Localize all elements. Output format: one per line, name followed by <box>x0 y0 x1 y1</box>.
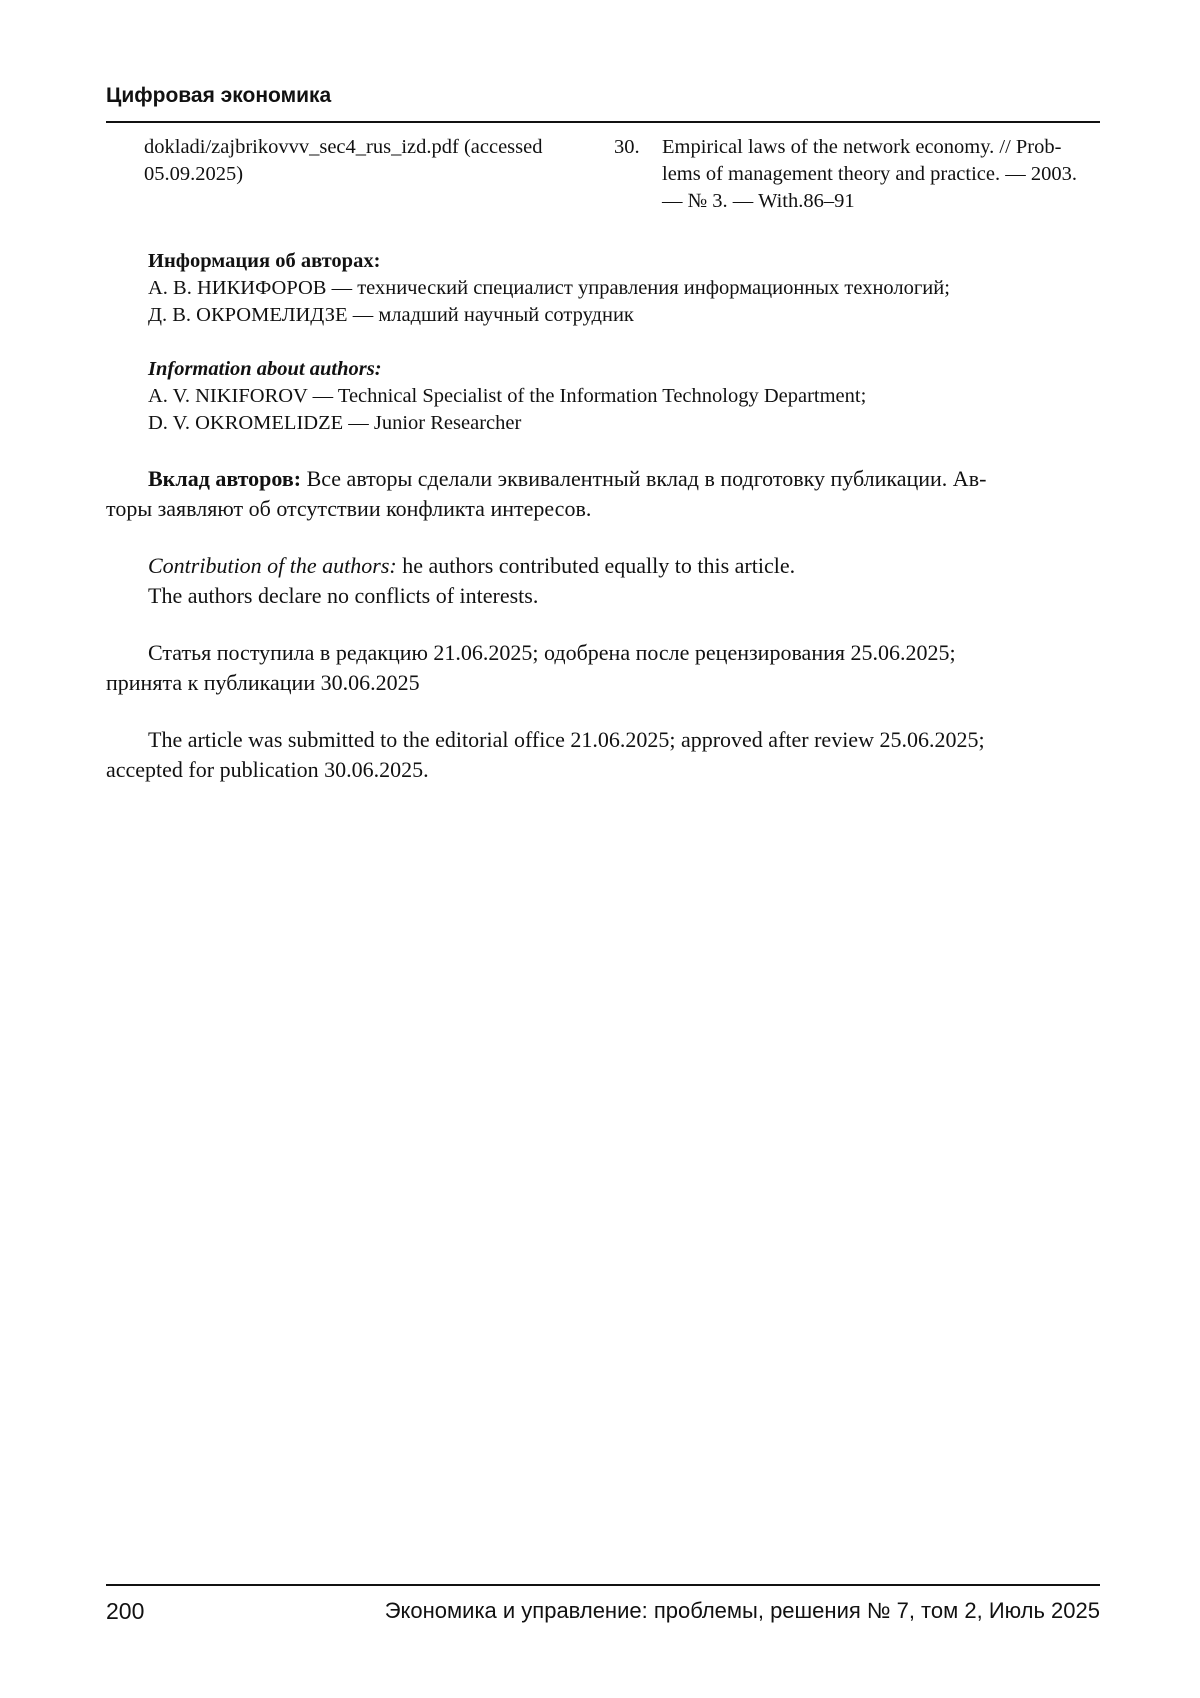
authors-en-heading: Information about authors: <box>148 358 382 380</box>
contribution-en-text: he authors contributed equally to this article. <box>402 553 796 578</box>
contribution-ru <box>106 464 1100 524</box>
dates-en-line-2: accepted for publication 30.06.2025. <box>106 757 429 782</box>
contribution-ru-text: Все авторы сделали эквивалентный вклад в подготовку публикации. Ав- <box>306 466 987 491</box>
author-line: A. V. NIKIFOROV — Technical Specialist of the Information Technology Department; <box>148 385 867 407</box>
author-line: Д. В. ОКРОМЕЛИДЗЕ — младший научный сотрудник <box>148 304 634 326</box>
author-line: D. V. OKROMELIDZE — Junior Researcher <box>148 412 522 434</box>
ref-line: Empirical laws of the network economy. // Prob- <box>662 136 1062 158</box>
dates-ru-line-1: Статья поступила в редакцию 21.06.2025; одобрена после рецензирования 25.06.2025; <box>148 640 956 665</box>
authors-info-ru <box>106 248 1142 329</box>
ref-line: dokladi/zajbrikovvv_sec4_rus_izd.pdf (accessed <box>144 136 543 158</box>
contribution-en-label: Contribution of the authors: <box>148 553 397 578</box>
authors-ru-heading: Информация об авторах: <box>148 250 381 272</box>
ref-line: 05.09.2025) <box>144 163 244 185</box>
contribution-en <box>106 551 1100 611</box>
authors-info-en <box>106 356 1142 437</box>
ref-line: lems of management theory and practice. — 2003. <box>662 163 1077 185</box>
ref-line: — № 3. — With.86–91 <box>662 190 855 212</box>
reference-number: 30. <box>614 136 640 158</box>
dates-ru <box>106 638 1100 698</box>
contribution-ru-text-2: торы заявляют об отсутствии конфликта интересов. <box>106 496 592 521</box>
author-line: А. В. НИКИФОРОВ — технический специалист управления информационных технологий; <box>148 277 950 299</box>
dates-en-line-1: The article was submitted to the editorial office 21.06.2025; approved after review 25.06.2025; <box>148 727 985 752</box>
running-header-title: Цифровая экономика <box>106 84 332 107</box>
contribution-ru-label: Вклад авторов: <box>148 466 302 491</box>
contribution-en-text-2: The authors declare no conflicts of interests. <box>148 583 539 608</box>
dates-ru-line-2: принята к публикации 30.06.2025 <box>106 670 420 695</box>
reference-text <box>662 134 1100 215</box>
dates-en <box>106 725 1100 785</box>
journal-footer: Экономика и управление: проблемы, решения № 7, том 2, Июль 2025 <box>384 1598 1100 1623</box>
header-rule <box>106 121 1100 123</box>
page-number: 200 <box>106 1598 145 1624</box>
footer-rule <box>106 1584 1100 1586</box>
